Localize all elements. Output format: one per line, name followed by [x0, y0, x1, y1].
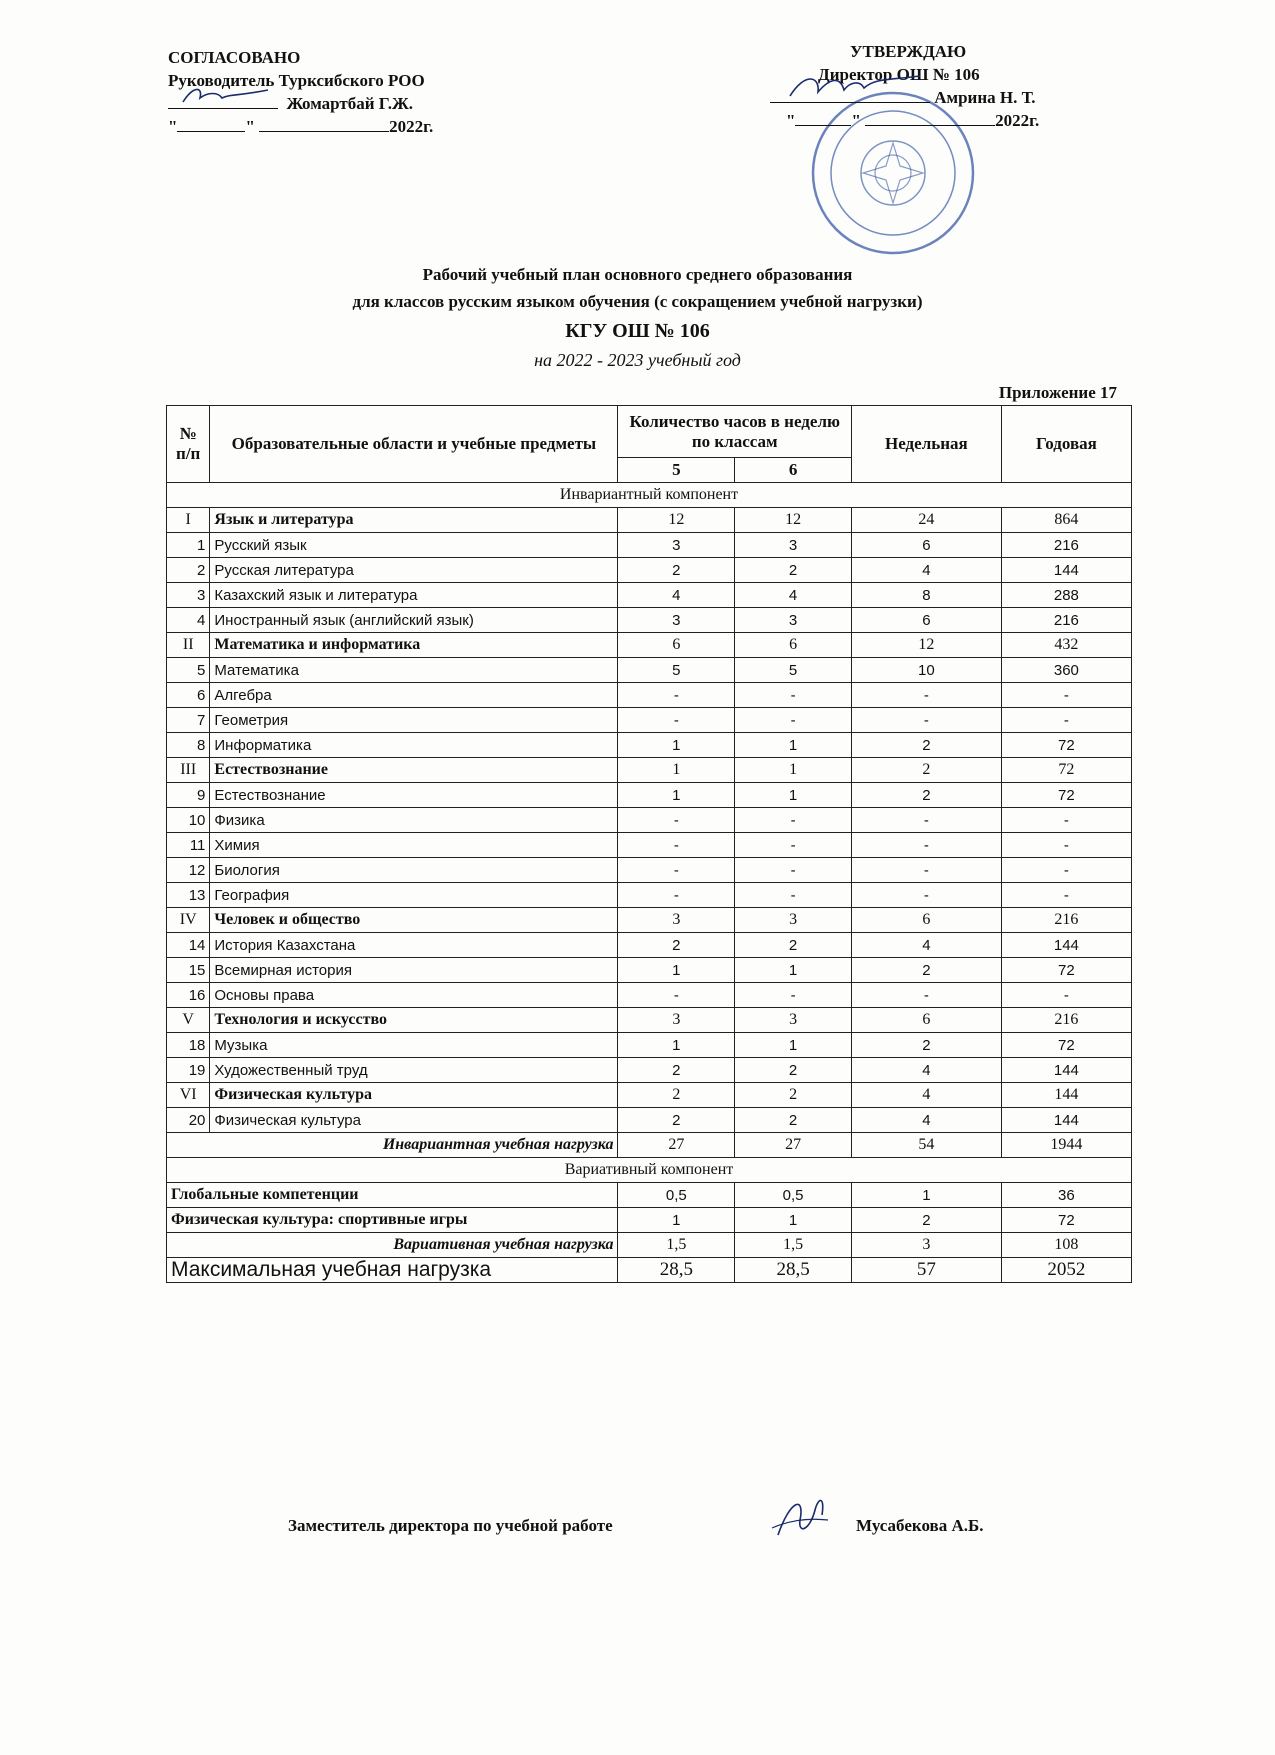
hours-g6: 1	[735, 1033, 852, 1058]
header-weekly: Недельная	[851, 406, 1001, 483]
row-number: 15	[167, 958, 210, 983]
hours-g5: 2	[618, 1083, 735, 1108]
subject-name: Русский язык	[210, 533, 618, 558]
quote-close: "	[851, 111, 861, 130]
row-number: 4	[167, 608, 210, 633]
table-row	[167, 1108, 1132, 1133]
group-row	[167, 908, 1132, 933]
signature-scribble	[780, 72, 930, 102]
subject-name: Художественный труд	[210, 1058, 618, 1083]
variative-total-label: Вариативная учебная нагрузка	[167, 1233, 618, 1258]
row-number: I	[167, 508, 210, 533]
total-week: 3	[851, 1233, 1001, 1258]
hours-g6: 2	[735, 1083, 852, 1108]
subject-name: Информатика	[210, 733, 618, 758]
max-year: 2052	[1001, 1258, 1131, 1283]
hours-g5: -	[618, 883, 735, 908]
hours-week: -	[851, 708, 1001, 733]
hours-week: 12	[851, 633, 1001, 658]
hours-week: 2	[851, 783, 1001, 808]
hours-year: 72	[1001, 758, 1131, 783]
variative-row	[167, 1183, 1132, 1208]
max-total-row	[167, 1258, 1132, 1283]
hours-g5: 3	[618, 1008, 735, 1033]
hours-g6: 2	[735, 1108, 852, 1133]
hours-week: 4	[851, 1083, 1001, 1108]
hours-g6: 1	[735, 1208, 852, 1233]
right-approval-year: 2022г.	[995, 111, 1040, 130]
hours-year: -	[1001, 883, 1131, 908]
hours-g5: 5	[618, 658, 735, 683]
row-number: 7	[167, 708, 210, 733]
hours-week: 6	[851, 533, 1001, 558]
hours-week: -	[851, 858, 1001, 883]
row-number: V	[167, 1008, 210, 1033]
right-approval-block	[770, 40, 1039, 132]
hours-g5: 2	[618, 1108, 735, 1133]
hours-week: 24	[851, 508, 1001, 533]
hours-week: -	[851, 808, 1001, 833]
hours-week: 2	[851, 1033, 1001, 1058]
hours-week: 8	[851, 583, 1001, 608]
hours-week: -	[851, 983, 1001, 1008]
hours-year: 864	[1001, 508, 1131, 533]
table-row	[167, 533, 1132, 558]
hours-year: 144	[1001, 558, 1131, 583]
table-row	[167, 708, 1132, 733]
group-row	[167, 1083, 1132, 1108]
row-number: 2	[167, 558, 210, 583]
table-row	[167, 933, 1132, 958]
right-approval-date	[770, 109, 1039, 132]
subject-name: Язык и литература	[210, 508, 618, 533]
hours-g5: 3	[618, 533, 735, 558]
hours-g6: 1	[735, 958, 852, 983]
hours-g6: -	[735, 808, 852, 833]
hours-year: 72	[1001, 1208, 1131, 1233]
hours-g5: 3	[618, 608, 735, 633]
hours-g6: 3	[735, 908, 852, 933]
deputy-signature	[770, 1490, 830, 1545]
row-number: III	[167, 758, 210, 783]
hours-year: 216	[1001, 533, 1131, 558]
row-number: 20	[167, 1108, 210, 1133]
hours-g6: 2	[735, 1058, 852, 1083]
hours-g5: -	[618, 708, 735, 733]
row-number: II	[167, 633, 210, 658]
hours-year: -	[1001, 833, 1131, 858]
subject-name: Музыка	[210, 1033, 618, 1058]
row-number: 9	[167, 783, 210, 808]
hours-g5: 3	[618, 908, 735, 933]
hours-year: -	[1001, 683, 1131, 708]
total-g6: 1,5	[735, 1233, 852, 1258]
table-row	[167, 733, 1132, 758]
subject-name: Русская литература	[210, 558, 618, 583]
hours-week: 6	[851, 908, 1001, 933]
hours-g5: 2	[618, 558, 735, 583]
variative-total-row	[167, 1233, 1132, 1258]
hours-g5: -	[618, 833, 735, 858]
hours-week: 4	[851, 1108, 1001, 1133]
hours-year: -	[1001, 858, 1131, 883]
hours-g6: 3	[735, 1008, 852, 1033]
row-number: 19	[167, 1058, 210, 1083]
hours-g5: 12	[618, 508, 735, 533]
right-approval-position: Директор ОШ № 106	[818, 65, 980, 84]
variative-subject: Глобальные компетенции	[167, 1183, 618, 1208]
max-g6: 28,5	[735, 1258, 852, 1283]
max-g5: 28,5	[618, 1258, 735, 1283]
subject-name: Основы права	[210, 983, 618, 1008]
hours-g5: -	[618, 983, 735, 1008]
hours-g5: 0,5	[618, 1183, 735, 1208]
subject-name: Всемирная история	[210, 958, 618, 983]
total-week: 54	[851, 1133, 1001, 1158]
row-number: 16	[167, 983, 210, 1008]
right-approval-heading: УТВЕРЖДАЮ	[850, 42, 967, 61]
hours-g6: 1	[735, 783, 852, 808]
variative-title: Вариативный компонент	[167, 1158, 1132, 1183]
left-signature	[168, 94, 278, 109]
row-number: 3	[167, 583, 210, 608]
table-row	[167, 1033, 1132, 1058]
hours-year: 144	[1001, 1058, 1131, 1083]
hours-g5: 6	[618, 633, 735, 658]
subject-name: Физическая культура	[210, 1083, 618, 1108]
quote-open: "	[786, 111, 796, 130]
day-blank	[795, 111, 851, 126]
hours-year: -	[1001, 708, 1131, 733]
subject-name: Физика	[210, 808, 618, 833]
curriculum-table	[166, 405, 1132, 1283]
hours-g6: -	[735, 883, 852, 908]
quote-open: "	[168, 117, 178, 136]
hours-g6: 12	[735, 508, 852, 533]
hours-week: 4	[851, 1058, 1001, 1083]
max-total-label: Максимальная учебная нагрузка	[167, 1258, 618, 1283]
row-number: 10	[167, 808, 210, 833]
row-number: IV	[167, 908, 210, 933]
subject-name: Естествознание	[210, 758, 618, 783]
hours-g5: 1	[618, 783, 735, 808]
subject-name: Химия	[210, 833, 618, 858]
hours-g6: 6	[735, 633, 852, 658]
hours-year: 144	[1001, 933, 1131, 958]
group-row	[167, 508, 1132, 533]
section-row	[167, 1158, 1132, 1183]
hours-g6: -	[735, 683, 852, 708]
hours-week: 2	[851, 958, 1001, 983]
hours-g6: -	[735, 983, 852, 1008]
left-approval-date	[168, 115, 433, 138]
subject-name: Математика	[210, 658, 618, 683]
footer-name: Мусабекова А.Б.	[856, 1516, 984, 1535]
hours-year: 360	[1001, 658, 1131, 683]
right-signature	[770, 88, 930, 103]
hours-year: 36	[1001, 1183, 1131, 1208]
hours-g6: -	[735, 858, 852, 883]
month-blank	[865, 111, 995, 126]
table-row	[167, 683, 1132, 708]
group-row	[167, 1008, 1132, 1033]
table-row	[167, 1058, 1132, 1083]
hours-g5: 1	[618, 1033, 735, 1058]
row-number: 11	[167, 833, 210, 858]
hours-g6: -	[735, 833, 852, 858]
group-row	[167, 633, 1132, 658]
header-grade6: 6	[735, 458, 852, 483]
day-blank	[177, 117, 245, 132]
hours-year: 72	[1001, 958, 1131, 983]
left-approval-year: 2022г.	[389, 117, 434, 136]
hours-g5: 1	[618, 758, 735, 783]
subject-name: История Казахстана	[210, 933, 618, 958]
hours-week: 4	[851, 933, 1001, 958]
subject-name: Физическая культура	[210, 1108, 618, 1133]
table-row	[167, 983, 1132, 1008]
hours-g6: 4	[735, 583, 852, 608]
header-num: № п/п	[167, 406, 210, 483]
table-row	[167, 558, 1132, 583]
total-g6: 27	[735, 1133, 852, 1158]
hours-g6: 1	[735, 758, 852, 783]
total-year: 108	[1001, 1233, 1131, 1258]
subject-name: Алгебра	[210, 683, 618, 708]
subject-name: Геометрия	[210, 708, 618, 733]
subject-name: География	[210, 883, 618, 908]
hours-g5: 1	[618, 733, 735, 758]
row-number: 12	[167, 858, 210, 883]
row-number: 13	[167, 883, 210, 908]
table-row	[167, 883, 1132, 908]
variative-row	[167, 1208, 1132, 1233]
row-number: VI	[167, 1083, 210, 1108]
document-title-line2: для классов русским языком обучения (с сокращением учебной нагрузки)	[352, 292, 923, 311]
left-approval-block	[168, 46, 433, 138]
max-week: 57	[851, 1258, 1001, 1283]
right-approval-name: Амрина Н. Т.	[934, 88, 1036, 107]
hours-week: 1	[851, 1183, 1001, 1208]
table-row	[167, 658, 1132, 683]
hours-week: 2	[851, 1208, 1001, 1233]
row-number: 8	[167, 733, 210, 758]
hours-g5: 1	[618, 1208, 735, 1233]
table-row	[167, 583, 1132, 608]
hours-week: 6	[851, 1008, 1001, 1033]
table-row	[167, 833, 1132, 858]
hours-g6: 3	[735, 533, 852, 558]
hours-year: -	[1001, 983, 1131, 1008]
school-name: КГУ ОШ № 106	[565, 320, 710, 342]
hours-g5: 1	[618, 958, 735, 983]
hours-year: 72	[1001, 783, 1131, 808]
hours-g5: -	[618, 808, 735, 833]
hours-g5: 4	[618, 583, 735, 608]
variative-subject: Физическая культура: спортивные игры	[167, 1208, 618, 1233]
subject-name: Иностранный язык (английский язык)	[210, 608, 618, 633]
hours-week: 2	[851, 733, 1001, 758]
left-approval-heading: СОГЛАСОВАНО	[168, 48, 301, 67]
header-grade5: 5	[618, 458, 735, 483]
row-number: 6	[167, 683, 210, 708]
subject-name: Математика и информатика	[210, 633, 618, 658]
hours-year: 216	[1001, 908, 1131, 933]
table-row	[167, 608, 1132, 633]
signature-scribble	[178, 84, 273, 108]
invariant-total-label: Инвариантная учебная нагрузка	[167, 1133, 618, 1158]
appendix-label: Приложение 17	[998, 383, 1117, 402]
hours-g5: 2	[618, 933, 735, 958]
group-row	[167, 758, 1132, 783]
hours-year: 144	[1001, 1108, 1131, 1133]
hours-year: 216	[1001, 1008, 1131, 1033]
academic-year: на 2022 - 2023 учебный год	[534, 350, 741, 370]
total-year: 1944	[1001, 1133, 1131, 1158]
footer-position: Заместитель директора по учебной работе	[288, 1516, 613, 1535]
subject-name: Биология	[210, 858, 618, 883]
hours-week: 4	[851, 558, 1001, 583]
hours-year: -	[1001, 808, 1131, 833]
subject-name: Человек и общество	[210, 908, 618, 933]
subject-name: Естествознание	[210, 783, 618, 808]
hours-g6: 2	[735, 933, 852, 958]
right-approval-signature-row	[770, 86, 1039, 109]
hours-year: 432	[1001, 633, 1131, 658]
hours-g6: 1	[735, 733, 852, 758]
section-row	[167, 483, 1132, 508]
left-approval-name: Жомартбай Г.Ж.	[286, 94, 414, 113]
hours-week: -	[851, 833, 1001, 858]
total-g5: 27	[618, 1133, 735, 1158]
hours-g6: 5	[735, 658, 852, 683]
invariant-title: Инвариантный компонент	[167, 483, 1132, 508]
hours-week: -	[851, 683, 1001, 708]
total-g5: 1,5	[618, 1233, 735, 1258]
hours-year: 72	[1001, 1033, 1131, 1058]
header-hours: Количество часов в неделю по классам	[618, 406, 851, 458]
left-approval-position: Руководитель Турксибского РОО	[168, 71, 425, 90]
hours-week: -	[851, 883, 1001, 908]
row-number: 18	[167, 1033, 210, 1058]
row-number: 1	[167, 533, 210, 558]
hours-week: 10	[851, 658, 1001, 683]
subject-name: Казахский язык и литература	[210, 583, 618, 608]
hours-week: 2	[851, 758, 1001, 783]
hours-week: 6	[851, 608, 1001, 633]
month-blank	[259, 117, 389, 132]
header-yearly: Годовая	[1001, 406, 1131, 483]
subject-name: Технология и искусство	[210, 1008, 618, 1033]
row-number: 14	[167, 933, 210, 958]
quote-close: "	[245, 117, 255, 136]
document-title-line1: Рабочий учебный план основного среднего образования	[422, 265, 853, 284]
hours-year: 144	[1001, 1083, 1131, 1108]
hours-g6: 0,5	[735, 1183, 852, 1208]
hours-g5: -	[618, 858, 735, 883]
table-row	[167, 783, 1132, 808]
hours-year: 72	[1001, 733, 1131, 758]
hours-g6: -	[735, 708, 852, 733]
hours-g5: -	[618, 683, 735, 708]
left-approval-signature-row	[168, 92, 433, 115]
hours-g6: 3	[735, 608, 852, 633]
hours-g5: 2	[618, 1058, 735, 1083]
table-row	[167, 858, 1132, 883]
table-body	[167, 483, 1132, 1283]
row-number: 5	[167, 658, 210, 683]
hours-year: 288	[1001, 583, 1131, 608]
table-row	[167, 958, 1132, 983]
hours-year: 216	[1001, 608, 1131, 633]
header-subject: Образовательные области и учебные предметы	[210, 406, 618, 483]
hours-g6: 2	[735, 558, 852, 583]
invariant-total-row	[167, 1133, 1132, 1158]
table-row	[167, 808, 1132, 833]
